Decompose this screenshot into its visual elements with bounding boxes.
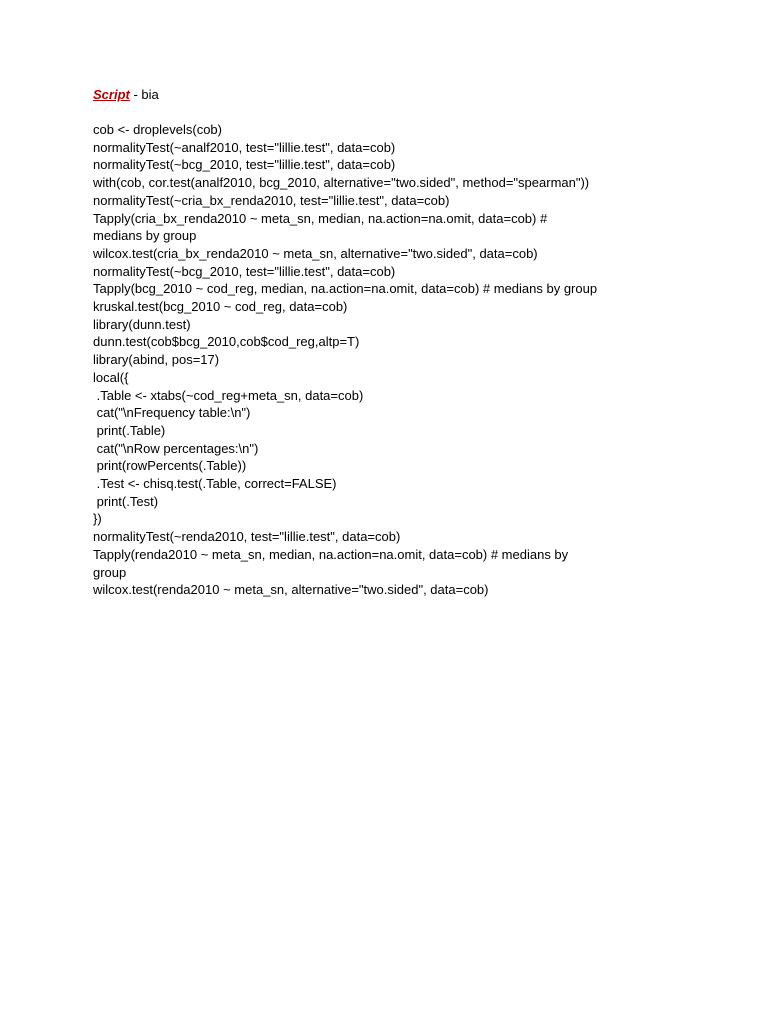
- code-line: .Test <- chisq.test(.Table, correct=FALSE): [93, 476, 337, 492]
- code-line: kruskal.test(bcg_2010 ~ cod_reg, data=cob): [93, 299, 348, 315]
- code-line: normalityTest(~analf2010, test="lillie.test", data=cob): [93, 139, 396, 155]
- code-line: library(dunn.test): [93, 316, 191, 332]
- code-line: medians by group: [93, 228, 197, 244]
- code-line: Tapply(cria_bx_renda2010 ~ meta_sn, median, na.action=na.omit, data=cob) #: [93, 210, 548, 226]
- script-code-block: [93, 121, 656, 599]
- code-line: normalityTest(~bcg_2010, test="lillie.test", data=cob): [93, 157, 396, 173]
- script-link[interactable]: Script: [93, 87, 130, 102]
- code-line: dunn.test(cob$bcg_2010,cob$cod_reg,altp=T): [93, 334, 360, 350]
- document-heading: [93, 86, 656, 104]
- code-line: cat("\nFrequency table:\n"): [93, 405, 251, 421]
- code-line: }): [93, 511, 102, 527]
- code-line: wilcox.test(renda2010 ~ meta_sn, alternative="two.sided", data=cob): [93, 582, 489, 598]
- code-line: normalityTest(~bcg_2010, test="lillie.test", data=cob): [93, 263, 396, 279]
- code-line: cob <- droplevels(cob): [93, 122, 222, 137]
- code-line: print(rowPercents(.Table)): [93, 458, 247, 474]
- code-line: normalityTest(~cria_bx_renda2010, test="lillie.test", data=cob): [93, 192, 450, 208]
- heading-suffix: - bia: [129, 87, 159, 102]
- code-line: .Table <- xtabs(~cod_reg+meta_sn, data=cob): [93, 387, 364, 403]
- code-line: library(abind, pos=17): [93, 352, 220, 368]
- code-line: normalityTest(~renda2010, test="lillie.test", data=cob): [93, 529, 401, 545]
- code-line: group: [93, 564, 127, 580]
- code-line: wilcox.test(cria_bx_renda2010 ~ meta_sn, alternative="two.sided", data=cob): [93, 245, 538, 261]
- code-line: local({: [93, 369, 129, 385]
- code-line: with(cob, cor.test(analf2010, bcg_2010, alternative="two.sided", method="spearman")): [93, 175, 590, 191]
- code-line: print(.Table): [93, 422, 166, 438]
- code-line: Tapply(bcg_2010 ~ cod_reg, median, na.action=na.omit, data=cob) # medians by group: [93, 281, 598, 297]
- code-line: cat("\nRow percentages:\n"): [93, 440, 259, 456]
- code-line: Tapply(renda2010 ~ meta_sn, median, na.action=na.omit, data=cob) # medians by: [93, 546, 569, 562]
- code-line: print(.Test): [93, 493, 159, 509]
